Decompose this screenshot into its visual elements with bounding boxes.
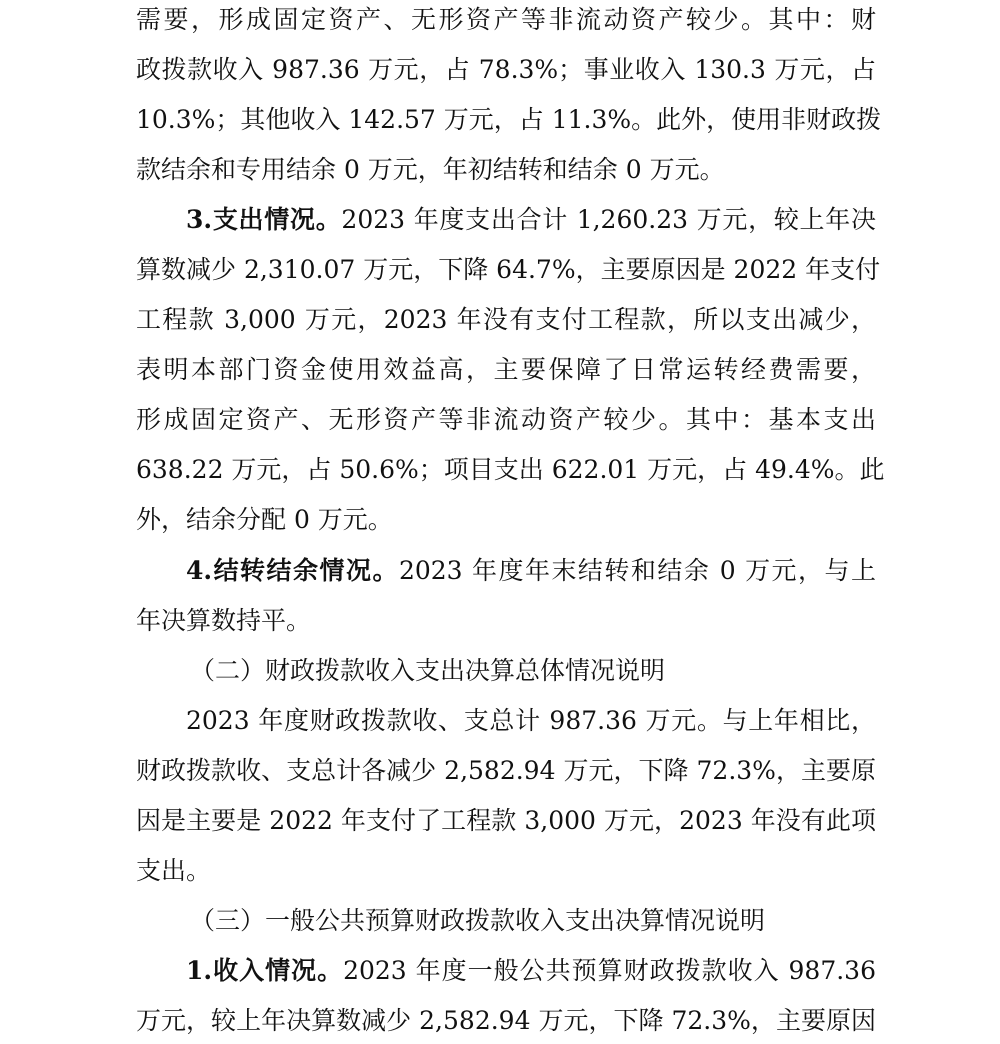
line-text: 工程款 3,000 万元，2023 年没有支付工程款，所以支出减少， (136, 305, 876, 334)
paragraph-line (136, 853, 876, 889)
subheading-fiscal-overview (136, 653, 876, 689)
line-text: 10.3%；其他收入 142.57 万元，占 11.3%。此外，使用非财政拨 (136, 105, 882, 134)
paragraph-line (136, 703, 876, 739)
paragraph-line (136, 152, 876, 188)
paragraph-line (136, 502, 876, 538)
line-text: 万元，较上年决算数减少 2,582.94 万元，下降 72.3%，主要原因 (136, 1006, 876, 1035)
line-text: 支出。 (136, 856, 212, 885)
line-text: 表明本部门资金使用效益高，主要保障了日常运转经费需要， (136, 355, 876, 384)
subheading-general-budget (136, 903, 876, 939)
line-text: 款结余和专用结余 0 万元，年初结转和结余 0 万元。 (136, 155, 725, 184)
section-label: 4.结转结余情况。 (186, 556, 399, 585)
line-text: 年决算数持平。 (136, 606, 312, 635)
section-label: 1.收入情况。 (186, 956, 344, 985)
line-text: 2023 年度支出合计 1,260.23 万元，较上年决 (341, 205, 876, 234)
subheading-text: （三）一般公共预算财政拨款收入支出决算情况说明 (190, 906, 766, 935)
line-text: 需要，形成固定资产、无形资产等非流动资产较少。其中：财 (136, 5, 876, 34)
paragraph-line (136, 252, 881, 288)
section-heading-income (136, 953, 876, 989)
paragraph-line (136, 803, 876, 839)
paragraph-line (136, 52, 876, 88)
section-heading-carryover (136, 553, 876, 589)
line-text: 政拨款收入 987.36 万元，占 78.3%；事业收入 130.3 万元，占 (136, 55, 876, 84)
paragraph-line (136, 452, 885, 488)
line-text: 形成固定资产、无形资产等非流动资产较少。其中：基本支出 (136, 405, 876, 434)
line-text: 638.22 万元，占 50.6%；项目支出 622.01 万元，占 49.4%。此 (136, 455, 885, 484)
line-text: 算数减少 2,310.07 万元，下降 64.7%，主要原因是 2022 年支付 (136, 255, 881, 284)
line-text: 因是主要是 2022 年支付了工程款 3,000 万元，2023 年没有此项 (136, 806, 876, 835)
section-label: 3.支出情况。 (186, 205, 342, 234)
line-text: 2023 年度一般公共预算财政拨款收入 987.36 (343, 956, 876, 985)
paragraph-line (136, 2, 876, 38)
line-text: 2023 年度年末结转和结余 0 万元，与上 (398, 556, 877, 585)
line-text: 2023 年度财政拨款收、支总计 987.36 万元。与上年相比， (186, 706, 876, 735)
paragraph-line (136, 753, 876, 789)
paragraph-line (136, 402, 876, 438)
paragraph-line (136, 102, 882, 138)
subheading-text: （二）财政拨款收入支出决算总体情况说明 (190, 656, 666, 685)
paragraph-line (136, 302, 876, 338)
line-text: 外，结余分配 0 万元。 (136, 505, 393, 534)
line-text: 财政拨款收、支总计各减少 2,582.94 万元，下降 72.3%，主要原 (136, 756, 876, 785)
paragraph-line (136, 352, 876, 388)
section-heading-expenditure (136, 202, 876, 238)
paragraph-line (136, 603, 876, 639)
paragraph-line (136, 1003, 876, 1039)
